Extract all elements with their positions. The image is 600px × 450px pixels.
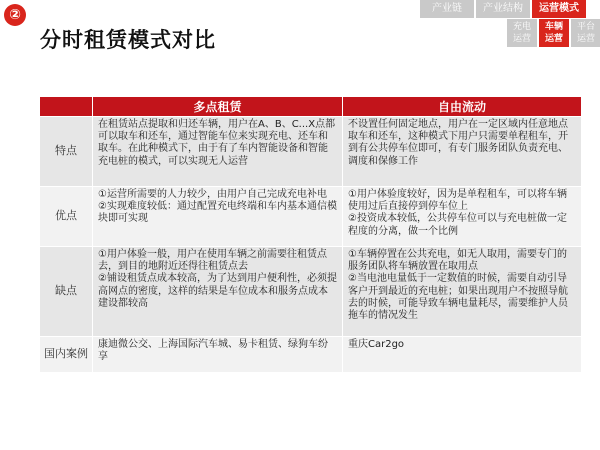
table-cell (343, 187, 582, 247)
header-multi-point-rental: 多点租赁 (93, 97, 343, 117)
subtab-line2: 运营 (512, 34, 531, 44)
cell-text: ①运营所需要的人力较少，由用户自己完成充电补电 (98, 189, 327, 200)
cell-text: 重庆Car2go (348, 339, 405, 350)
header-empty-cell (40, 97, 93, 117)
cell-text: ②当电池电量低于一定数值的时候，需要自动引导客户开到最近的充电桩；如果出现用户不按照导航去的时候，可能导致车辆电量耗尽，需要维护人员拖车的情况发生 (348, 273, 568, 322)
table-header-row (40, 97, 582, 117)
table-row-domestic-cases (40, 337, 582, 373)
header-free-floating: 自由流动 (343, 97, 582, 117)
subtab-line1: 充电 (512, 22, 531, 32)
subtab-charging-operation[interactable] (507, 19, 537, 47)
table-cell (93, 117, 343, 187)
slide-header (0, 0, 600, 64)
cell-text: ②实现难度较低：通过配置充电终端和车内基本通信模块即可实现 (98, 201, 337, 225)
comparison-table (39, 96, 581, 373)
sub-nav-tabs (505, 19, 600, 47)
table-row-advantages (40, 187, 582, 247)
row-label: 特点 (40, 117, 93, 187)
tab-operation-mode[interactable]: 运营模式 (532, 0, 586, 18)
tab-industry-structure[interactable]: 产业结构 (476, 0, 530, 18)
table-cell (93, 247, 343, 337)
cell-text: 在租赁站点提取和归还车辆，用户在A、B、C...X点都可以取车和还车，通过智能车位来实现充电、还车和取车。在此种模式下，由于有了车内智能设备和智能充电桩的模式，可以实现无人运营 (98, 119, 336, 167)
row-label: 缺点 (40, 247, 93, 337)
subtab-platform-operation[interactable] (571, 19, 600, 47)
table-cell (343, 337, 582, 373)
cell-text: 康迪微公交、上海国际汽车城、易卡租赁、绿狗车纷享 (98, 339, 328, 363)
section-number-badge: ② (4, 4, 26, 26)
cell-text: ②投资成本较低，公共停车位可以与充电桩做一定程度的分离，做一个比例 (348, 213, 567, 237)
table-cell (343, 247, 582, 337)
table-cell (93, 337, 343, 373)
table-cell (93, 187, 343, 247)
top-nav-tabs (418, 0, 586, 18)
subtab-line1: 车辆 (544, 22, 563, 32)
cell-text: ①用户体验度较好，因为是单程租车，可以将车辆使用过后直接停到停车位上 (348, 189, 567, 213)
cell-text: ②铺设租赁点成本较高，为了达到用户便利性，必须提高网点的密度，这样的结果是车位成本和服务点成本建设都较高 (98, 273, 337, 309)
cell-text: ①车辆停置在公共充电，如无人取用，需要专门的服务团队将车辆放置在取用点 (348, 249, 567, 273)
tab-industry-chain[interactable]: 产业链 (420, 0, 474, 18)
table-row-disadvantages (40, 247, 582, 337)
table-row-features (40, 117, 582, 187)
cell-text: 不设置任何固定地点，用户在一定区域内任意地点取车和还车，这种模式下用户只需要单程租车，开到有公共停车位即可，有专门服务团队负责充电、调度和保修工作 (348, 119, 568, 167)
cell-text: ①用户体验一般，用户在使用车辆之前需要往租赁点去，到目的地附近还得往租赁点去 (98, 249, 327, 273)
row-label: 优点 (40, 187, 93, 247)
table-cell (343, 117, 582, 187)
row-label: 国内案例 (40, 337, 93, 373)
subtab-line2: 运营 (544, 34, 563, 44)
subtab-vehicle-operation[interactable] (539, 19, 569, 47)
subtab-line1: 平台 (576, 22, 595, 32)
page-title: 分时租赁模式对比 (40, 28, 216, 52)
subtab-line2: 运营 (576, 34, 595, 44)
